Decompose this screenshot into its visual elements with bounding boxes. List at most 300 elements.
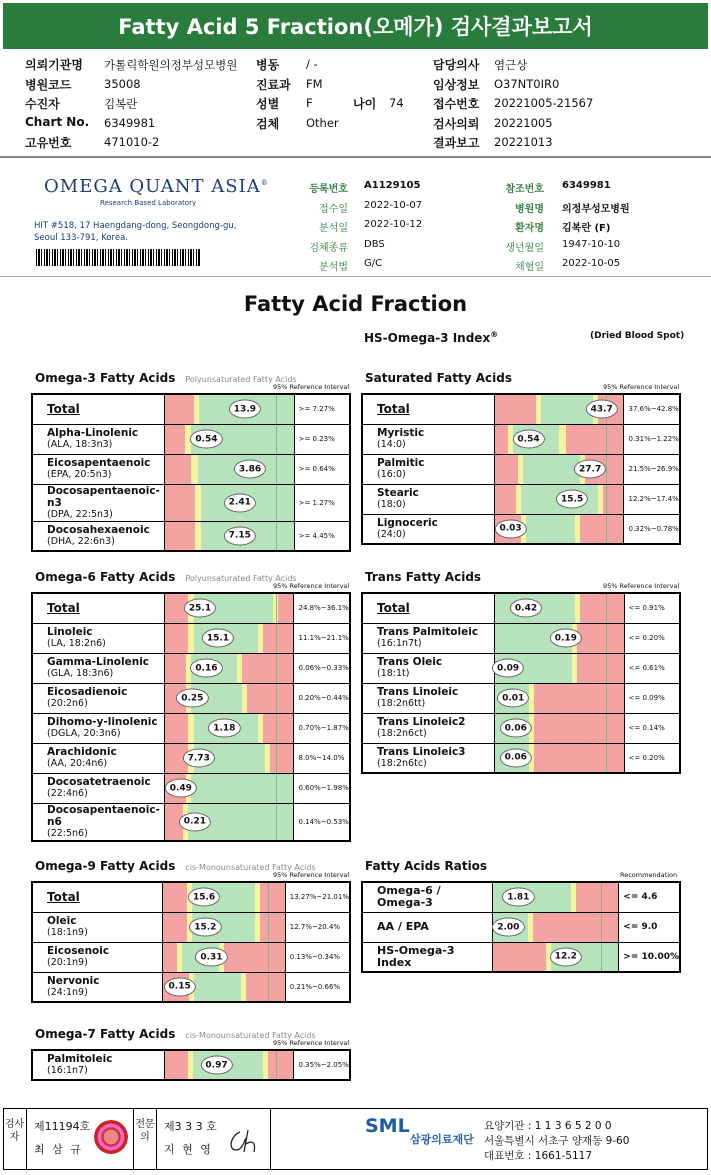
field-value: 20221005-21567: [494, 96, 594, 110]
index-title: HS-Omega-3 Index®: [364, 330, 499, 345]
lab-address-1: HIT #518, 17 Haengdang-dong, Seongdong-gu,: [34, 221, 237, 231]
bar-zone: [191, 774, 293, 803]
bar-tick: [606, 515, 607, 544]
reference-range: 13.27%~21.01%: [285, 882, 350, 912]
field-label: 병원코드: [25, 77, 72, 92]
reference-range: 12.2%~17.4%: [624, 484, 680, 514]
reference-range: <= 0.14%: [624, 713, 680, 743]
bar-zone: [247, 684, 293, 713]
info-label: 검체종류: [309, 242, 348, 254]
analyte-label: Stearic: [377, 487, 419, 499]
result-bar: [495, 653, 624, 683]
panel-table-saturated: [361, 393, 681, 545]
result-value: 15.2: [189, 918, 221, 937]
result-bar: [493, 942, 619, 972]
analyte-code: (18:2n6ct): [377, 728, 427, 739]
bar-tick: [606, 425, 607, 454]
analyte-code: (22:4n6): [47, 788, 88, 799]
analyte-label: Trans Linoleic: [377, 686, 459, 698]
org-logo: SML: [365, 1115, 410, 1137]
analyte-label: Trans Palmitoleic: [377, 626, 479, 638]
result-value: 0.97: [200, 1056, 232, 1075]
bar-zone: [533, 913, 618, 942]
lab-address-2: Seoul 133-791, Korea.: [34, 233, 128, 243]
result-value: 0.09: [492, 659, 524, 678]
analyte-code: (16:0): [377, 469, 406, 480]
reference-range: <= 0.20%: [624, 623, 680, 653]
specialist-name: 지 현 영: [164, 1143, 213, 1156]
bar-zone: [495, 455, 518, 484]
info-label: 생년월일: [505, 242, 544, 254]
field-value: 김복란: [104, 97, 138, 111]
result-value: 15.5: [556, 490, 588, 509]
info-value: 2022-10-12: [364, 219, 423, 230]
analyte-name: [32, 394, 165, 424]
result-value: 7.73: [183, 749, 215, 768]
analyte-name: [362, 484, 495, 514]
analyte-code: (DHA, 22:6n3): [47, 535, 115, 547]
bar-tick: [276, 522, 277, 551]
result-bar: [165, 593, 294, 623]
table-row: [362, 882, 680, 912]
analyte-name: [32, 743, 165, 773]
bar-zone: [246, 973, 285, 1002]
field-value: O37NT0IR0: [494, 76, 560, 91]
panel-title-omega6: [35, 570, 297, 584]
result-bar: [162, 912, 285, 942]
reference-range: 0.35%~2.05%: [294, 1050, 350, 1080]
analyte-label: AA / EPA: [377, 920, 429, 933]
analyte-name: [32, 424, 165, 454]
examiner-label: 검사자: [3, 1108, 27, 1170]
field-value: 20221005: [494, 115, 553, 130]
table-row: [32, 521, 350, 551]
table-row: [362, 484, 680, 514]
field-label: 병동: [256, 58, 280, 72]
result-bar: [162, 972, 285, 1002]
analyte-name: [32, 454, 165, 484]
bar-tick: [276, 395, 277, 424]
analyte-label: Total: [47, 601, 80, 616]
analyte-label: Linoleic: [47, 626, 93, 638]
bar-zone: [260, 913, 284, 942]
bar-zone: [270, 744, 293, 773]
analyte-name: [362, 394, 495, 424]
info-label: 환자명: [515, 223, 544, 234]
analyte-name: [362, 593, 495, 623]
result-value: 0.19: [550, 629, 582, 648]
reference-range: <= 0.20%: [624, 743, 680, 773]
analyte-code: (DPA, 22:5n3): [47, 508, 113, 520]
field-value: 20221013: [494, 135, 553, 149]
result-bar: [495, 514, 624, 544]
table-row: [362, 623, 680, 653]
result-value: 43.7: [586, 400, 618, 419]
field-value: 35008: [104, 76, 141, 91]
field-value: / -: [306, 57, 318, 71]
table-row: [362, 743, 680, 773]
analyte-label: Omega-6 / Omega-3: [377, 884, 441, 910]
bar-zone: [577, 654, 623, 683]
bar-zone: [163, 913, 187, 942]
panel-title-text: Omega-9 Fatty Acids: [35, 859, 176, 873]
panel-subtitle: cis-Monounsaturated Fatty Acids: [185, 863, 316, 872]
panel-title-text: Trans Fatty Acids: [365, 570, 482, 584]
ref-interval-header: 95% Reference Interval: [273, 871, 350, 879]
info-label: 분석일: [319, 223, 348, 234]
table-row: [32, 424, 350, 454]
analyte-label: Docosapentaenoic-n6: [47, 803, 160, 828]
analyte-code: (DGLA, 20:3n6): [47, 728, 121, 739]
bar-zone: [278, 594, 293, 623]
bar-tick: [276, 684, 277, 713]
field-label: 진료과: [256, 77, 291, 92]
bar-tick: [276, 425, 277, 454]
analyte-code: (18:0): [377, 499, 406, 510]
info-value: 김복란 (F): [562, 223, 611, 234]
result-value: 0.54: [190, 430, 222, 449]
bar-zone: [263, 714, 294, 743]
bar-tick: [606, 594, 607, 623]
analyte-name: [32, 882, 162, 912]
official-seal: [94, 1120, 128, 1154]
result-bar: [495, 424, 624, 454]
bar-zone: [165, 522, 194, 551]
bar-zone: [566, 425, 624, 454]
bar-zone: [534, 744, 624, 773]
result-value: 0.06: [500, 748, 532, 767]
panel-table-trans: [361, 592, 681, 774]
reference-range: 0.21%~0.66%: [285, 972, 350, 1002]
analyte-code: (LA, 18:2n6): [47, 638, 106, 649]
info-value: 2022-10-07: [364, 199, 423, 211]
result-value: 0.06: [500, 719, 532, 738]
table-row: [32, 713, 350, 743]
field-value: Other: [306, 115, 339, 130]
bar-zone: [263, 624, 294, 653]
analyte-code: (ALA, 18:3n3): [47, 439, 113, 450]
analyte-label: Eicosadienoic: [47, 686, 128, 698]
reference-range: <= 0.61%: [624, 653, 680, 683]
bar-tick: [606, 624, 607, 653]
result-value: 1.18: [208, 719, 240, 738]
result-value: 0.15: [164, 977, 196, 996]
analyte-code: (EPA, 20:5n3): [47, 469, 112, 480]
analyte-label: Docosahexaenoic: [47, 523, 150, 536]
analyte-name: [362, 713, 495, 743]
bar-zone: [165, 714, 188, 743]
info-value: G/C: [364, 258, 383, 269]
analyte-code: (16:1n7): [47, 1065, 88, 1076]
bar-zone: [224, 943, 285, 972]
info-value: 6349981: [562, 180, 611, 191]
info-label: 채혈일: [515, 262, 544, 273]
table-row: [362, 942, 680, 972]
bar-tick: [268, 973, 269, 1002]
field-value: 염근상: [494, 58, 528, 72]
bar-tick: [276, 624, 277, 653]
info-value: DBS: [364, 238, 385, 250]
reference-range: 0.70%~1.87%: [294, 713, 350, 743]
panel-title-text: Omega-6 Fatty Acids: [35, 570, 176, 584]
divider: [0, 156, 711, 158]
field-label: 검사의뢰: [433, 116, 480, 131]
analyte-code: (GLA, 18:3n6): [47, 668, 114, 679]
org-phone: 대표번호 : 1661-5117: [484, 1150, 593, 1162]
reference-range: 0.32%~0.78%: [624, 514, 680, 544]
bar-zone: [194, 973, 240, 1002]
age-value: 74: [389, 96, 404, 110]
result-bar: [495, 454, 624, 484]
analyte-name: [32, 713, 165, 743]
analyte-code: (16:1n7t): [377, 638, 422, 649]
barcode: [36, 249, 200, 266]
bar-zone: [580, 594, 624, 623]
bar-zone: [165, 455, 191, 484]
age-label: 나이: [353, 97, 377, 111]
result-bar: [165, 521, 294, 551]
field-label: 결과보고: [433, 136, 480, 150]
analyte-name: [362, 912, 493, 942]
panel-title-saturated: [365, 371, 512, 385]
bar-tick: [276, 1051, 277, 1079]
table-row: [32, 882, 350, 912]
table-row: [32, 394, 350, 424]
analyte-label: HS-Omega-3 Index: [377, 943, 455, 969]
info-label: 병원명: [515, 203, 544, 215]
panel-table-ratios: [361, 881, 681, 973]
analyte-label: Total: [47, 890, 80, 905]
analyte-label: Total: [47, 402, 80, 417]
analyte-name: [32, 593, 165, 623]
analyte-name: [362, 623, 495, 653]
analyte-label: Oleic: [47, 915, 77, 927]
field-label: 성별: [256, 97, 280, 111]
bar-zone: [165, 1051, 188, 1079]
analyte-label: Myristic: [377, 427, 425, 439]
table-row: [32, 912, 350, 942]
reference-range: 0.13%~0.34%: [285, 942, 350, 972]
table-row: [362, 653, 680, 683]
table-row: [32, 972, 350, 1002]
bar-zone: [165, 425, 184, 454]
org-code: 요양기관 : 1 1 3 6 5 2 0 0: [484, 1120, 612, 1132]
bar-tick: [276, 804, 277, 840]
result-value: 2.00: [492, 918, 524, 937]
analyte-label: Docosapentaenoic-n3: [47, 484, 160, 509]
table-row: [362, 454, 680, 484]
result-bar: [165, 743, 294, 773]
table-row: [32, 593, 350, 623]
field-label: 임상정보: [433, 77, 480, 92]
report-title: Fatty Acid 5 Fraction(오메가) 검사결과보고서: [3, 3, 708, 49]
reference-range: >= 10.00%: [619, 942, 680, 972]
ref-interval-header: 95% Reference Interval: [603, 383, 680, 391]
analyte-code: (22:5n6): [47, 827, 88, 839]
field-label: 접수번호: [433, 97, 480, 111]
analyte-code: (20:1n9): [47, 957, 88, 968]
ref-interval-header: 95% Reference Interval: [273, 1039, 350, 1047]
bar-tick: [606, 654, 607, 683]
analyte-code: (18:2n6tt): [377, 698, 426, 709]
bar-zone: [242, 654, 293, 683]
analyte-name: [362, 424, 495, 454]
org-address: 서울특별시 서초구 양재동 9-60: [484, 1135, 630, 1147]
bar-zone: [165, 485, 194, 521]
bar-tick: [601, 913, 602, 942]
bar-tick: [606, 744, 607, 773]
panel-subtitle: Polyunsaturated Fatty Acids: [185, 574, 297, 583]
result-bar: [165, 623, 294, 653]
bar-zone: [260, 883, 284, 912]
result-bar: [165, 394, 294, 424]
result-value: 0.01: [497, 689, 529, 708]
analyte-label: Trans Oleic: [377, 656, 443, 668]
analyte-name: [32, 623, 165, 653]
panel-table-omega6: [31, 592, 351, 842]
reference-range: 8.0%~14.0%: [294, 743, 350, 773]
bar-tick: [276, 744, 277, 773]
info-label: 등록번호: [309, 184, 348, 195]
table-row: [362, 912, 680, 942]
result-value: 1.81: [502, 888, 534, 907]
reference-range: 0.14%~0.53%: [294, 803, 350, 841]
bar-tick: [268, 943, 269, 972]
panel-table-omega3: [31, 393, 351, 552]
analyte-label: Arachidonic: [47, 746, 117, 758]
result-bar: [495, 484, 624, 514]
analyte-code: (24:1n9): [47, 986, 88, 998]
analyte-label: Alpha-Linolenic: [47, 427, 139, 439]
bar-zone: [165, 654, 185, 683]
lab-tagline: Research Based Laboratory: [100, 199, 197, 207]
reference-range: <= 4.6: [619, 882, 680, 912]
result-bar: [495, 593, 624, 623]
bar-tick: [276, 714, 277, 743]
result-bar: [165, 653, 294, 683]
table-row: [362, 683, 680, 713]
analyte-label: Dihomo-y-linolenic: [47, 716, 158, 728]
analyte-label: Lignoceric: [377, 516, 438, 529]
result-value: 0.49: [165, 779, 197, 798]
bar-tick: [276, 654, 277, 683]
field-value: 가톨릭학원의정부성모병원: [104, 58, 238, 72]
ref-interval-header: 95% Reference Interval: [273, 582, 350, 590]
bar-zone: [523, 455, 579, 484]
panel-subtitle: cis-Monounsaturated Fatty Acids: [185, 1031, 316, 1040]
reference-range: 12.7%~20.4%: [285, 912, 350, 942]
result-bar: [165, 424, 294, 454]
result-value: 15.6: [188, 888, 220, 907]
bar-tick: [601, 883, 602, 912]
analyte-name: [32, 1050, 165, 1080]
bar-zone: [534, 684, 624, 713]
table-row: [32, 773, 350, 803]
analyte-name: [32, 773, 165, 803]
result-value: 0.16: [190, 659, 222, 678]
analyte-label: Trans Linoleic3: [377, 745, 466, 758]
result-value: 2.41: [224, 493, 256, 512]
reference-range: >= 4.45%: [294, 521, 350, 551]
table-row: [32, 653, 350, 683]
analyte-name: [32, 653, 165, 683]
bar-zone: [526, 515, 575, 544]
analyte-code: (14:0): [377, 439, 406, 450]
analyte-name: [362, 882, 493, 912]
analyte-code: (18:2n6tc): [377, 757, 427, 769]
bar-zone: [163, 883, 187, 912]
panel-title-text: Saturated Fatty Acids: [365, 371, 512, 385]
reference-range: 0.31%~1.22%: [624, 424, 680, 454]
analyte-name: [32, 972, 162, 1002]
analyte-label: Nervonic: [47, 974, 100, 987]
analyte-code: (18:1n9): [47, 927, 88, 938]
analyte-name: [362, 683, 495, 713]
analyte-code: (24:0): [377, 528, 406, 540]
analyte-label: Palmitoleic: [47, 1053, 113, 1065]
table-row: [32, 454, 350, 484]
ref-interval-header: 95% Reference Interval: [273, 383, 350, 391]
info-value: 2022-10-05: [562, 258, 621, 269]
bar-zone: [580, 515, 624, 544]
analyte-name: [32, 521, 165, 551]
field-label: Chart No.: [25, 114, 90, 129]
result-value: 13.9: [229, 400, 261, 419]
result-value: 3.86: [234, 460, 266, 479]
reference-range: >= 0.23%: [294, 424, 350, 454]
field-label: 담당의사: [433, 58, 480, 72]
bar-zone: [495, 425, 508, 454]
field-label: 고유번호: [25, 136, 72, 150]
result-bar: [495, 743, 624, 773]
info-value: 의정부성모병원: [562, 203, 630, 215]
analyte-name: [362, 454, 495, 484]
analyte-code: (AA, 20:4n6): [47, 758, 108, 769]
analyte-name: [32, 803, 165, 841]
lab-logo: OMEGA QUANT ASIA®: [44, 176, 269, 197]
table-row: [32, 484, 350, 521]
result-bar: [165, 454, 294, 484]
reference-range: <= 0.09%: [624, 683, 680, 713]
bar-tick: [276, 774, 277, 803]
analyte-label: Eicosenoic: [47, 945, 110, 957]
result-value: 0.21: [179, 812, 211, 831]
result-bar: [165, 683, 294, 713]
panel-title-trans: [365, 570, 481, 584]
analyte-name: [362, 514, 495, 544]
result-value: 0.31: [195, 948, 227, 967]
specialist-number: 제3 3 3 호: [164, 1120, 217, 1133]
result-bar: [165, 773, 294, 803]
reference-range: 37.6%~42.8%: [624, 394, 680, 424]
reference-range: 0.06%~0.33%: [294, 653, 350, 683]
result-bar: [165, 484, 294, 521]
table-row: [362, 514, 680, 544]
result-value: 27.7: [574, 460, 606, 479]
examiner-name: 최 삼 규: [34, 1143, 83, 1156]
bar-zone: [495, 395, 536, 424]
ref-interval-header: Recommendation: [620, 871, 678, 879]
reference-range: 11.1%~21.1%: [294, 623, 350, 653]
reference-range: 24.8%~36.1%: [294, 593, 350, 623]
bar-tick: [276, 485, 277, 521]
analyte-label: Eicosapentaenoic: [47, 457, 151, 469]
result-value: 12.2: [550, 947, 582, 966]
panel-title-text: Omega-7 Fatty Acids: [35, 1027, 176, 1041]
panel-table-omega9: [31, 881, 351, 1003]
bar-zone: [493, 943, 545, 972]
panel-table-omega7: [31, 1049, 351, 1081]
